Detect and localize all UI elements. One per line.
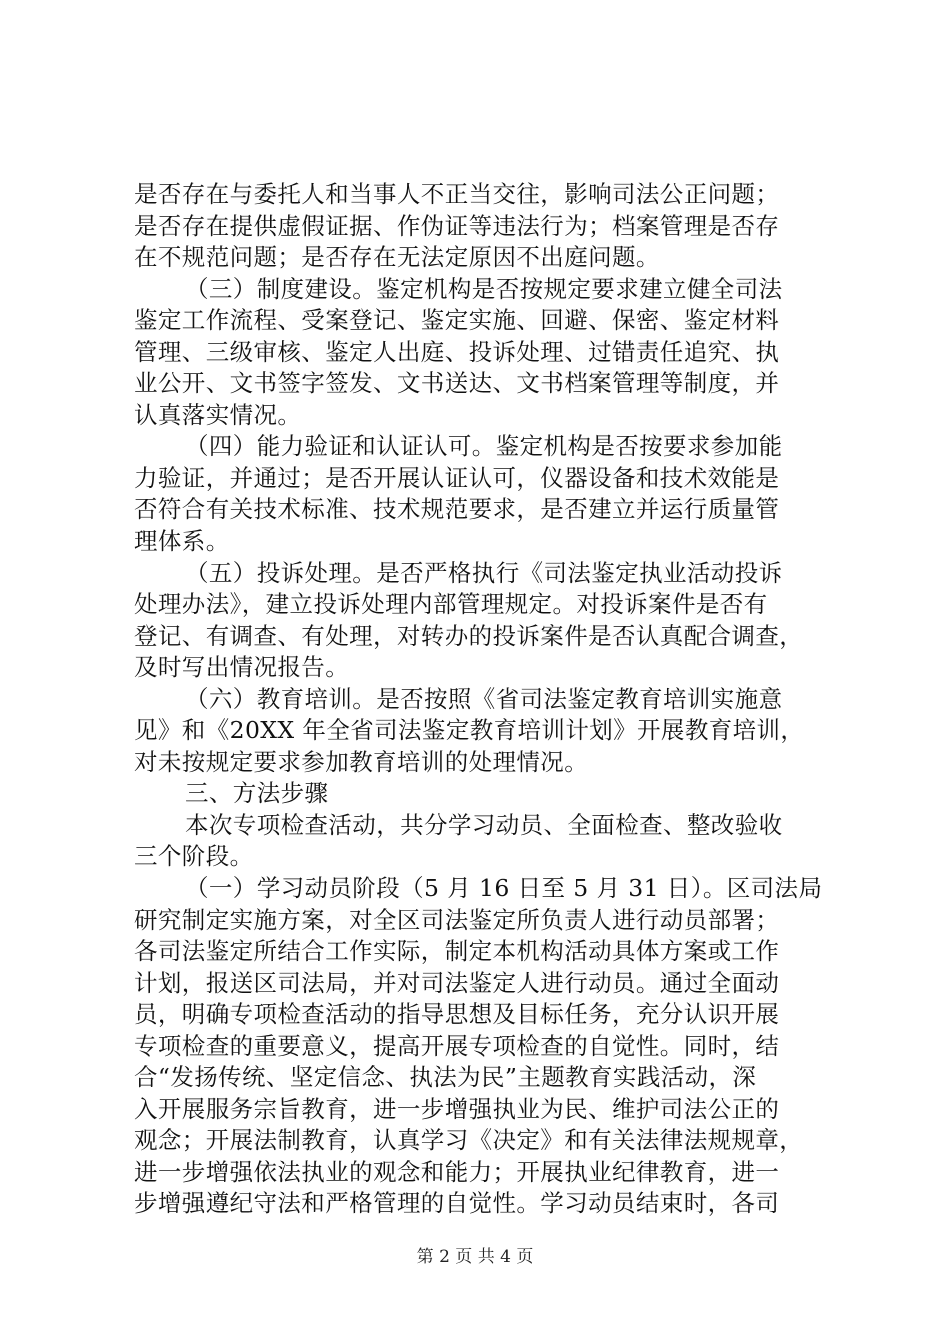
page-number-footer: 第 2 页 共 4 页 bbox=[416, 1247, 534, 1267]
text-line: 各司法鉴定所结合工作实际，制定本机构活动具体方案或工作 bbox=[134, 937, 780, 966]
text-line: 理体系。 bbox=[134, 527, 230, 555]
text-line: 在不规范问题；是否存在无法定原因不出庭问题。 bbox=[134, 243, 660, 272]
section-heading-line: （六）教育培训。是否按照《省司法鉴定教育培训实施意 bbox=[185, 684, 783, 713]
text-line: 计划，报送区司法局，并对司法鉴定人进行动员。通过全面动 bbox=[134, 968, 780, 997]
text-line: 进一步增强依法执业的观念和能力；开展执业纪律教育，进一 bbox=[134, 1157, 780, 1186]
section-heading-line: （三）制度建设。鉴定机构是否按规定要求建立健全司法 bbox=[185, 274, 783, 303]
text-line: 业公开、文书签字签发、文书送达、文书档案管理等制度，并 bbox=[134, 369, 780, 398]
text-line: 入开展服务宗旨教育，进一步增强执业为民、维护司法公正的 bbox=[134, 1094, 780, 1123]
text-line: 专项检查的重要意义，提高开展专项检查的自觉性。同时，结 bbox=[134, 1031, 780, 1060]
text-line: 鉴定工作流程、受案登记、鉴定实施、回避、保密、鉴定材料 bbox=[134, 306, 780, 335]
section-heading-line: （四）能力验证和认证认可。鉴定机构是否按要求参加能 bbox=[185, 432, 783, 461]
section-heading-line: （五）投诉处理。是否严格执行《司法鉴定执业活动投诉 bbox=[185, 558, 783, 587]
text-line: 是否存在提供虚假证据、作伪证等违法行为；档案管理是否存 bbox=[134, 211, 780, 240]
chapter-heading: 三、方法步骤 bbox=[185, 779, 329, 808]
text-line: 处理办法》，建立投诉处理内部管理规定。对投诉案件是否有 bbox=[134, 590, 768, 619]
text-line: 研究制定实施方案，对全区司法鉴定所负责人进行动员部署； bbox=[134, 905, 780, 934]
text-line: 员，明确专项检查活动的指导思想及目标任务，充分认识开展 bbox=[134, 1000, 780, 1029]
text-line: 对未按规定要求参加教育培训的处理情况。 bbox=[134, 747, 589, 776]
text-line: 步增强遵纪守法和严格管理的自觉性。学习动员结束时，各司 bbox=[134, 1189, 780, 1218]
text-line: 本次专项检查活动，共分学习动员、全面检查、整改验收 bbox=[185, 810, 783, 839]
text-line: 观念；开展法制教育，认真学习《决定》和有关法律法规规章， bbox=[134, 1126, 804, 1155]
text-line: 登记、有调查、有处理，对转办的投诉案件是否认真配合调查， bbox=[134, 621, 804, 650]
section-heading-line: （一）学习动员阶段（5 月 16 日至 5 月 31 日）。区司法局 bbox=[185, 874, 823, 902]
text-line: 合“发扬传统、坚定信念、执法为民”主题教育实践活动，深 bbox=[134, 1063, 757, 1092]
text-line: 三个阶段。 bbox=[134, 842, 254, 871]
text-line: 见》和《20XX 年全省司法鉴定教育培训计划》开展教育培训， bbox=[134, 716, 805, 745]
text-line: 认真落实情况。 bbox=[134, 400, 302, 429]
text-line: 管理、三级审核、鉴定人出庭、投诉处理、过错责任追究、执 bbox=[134, 337, 780, 366]
text-line: 否符合有关技术标准、技术规范要求，是否建立并运行质量管 bbox=[134, 495, 780, 524]
text-line: 力验证，并通过；是否开展认证认可，仪器设备和技术效能是 bbox=[134, 463, 780, 492]
text-line: 是否存在与委托人和当事人不正当交往，影响司法公正问题； bbox=[134, 180, 780, 208]
text-line: 及时写出情况报告。 bbox=[134, 653, 350, 682]
